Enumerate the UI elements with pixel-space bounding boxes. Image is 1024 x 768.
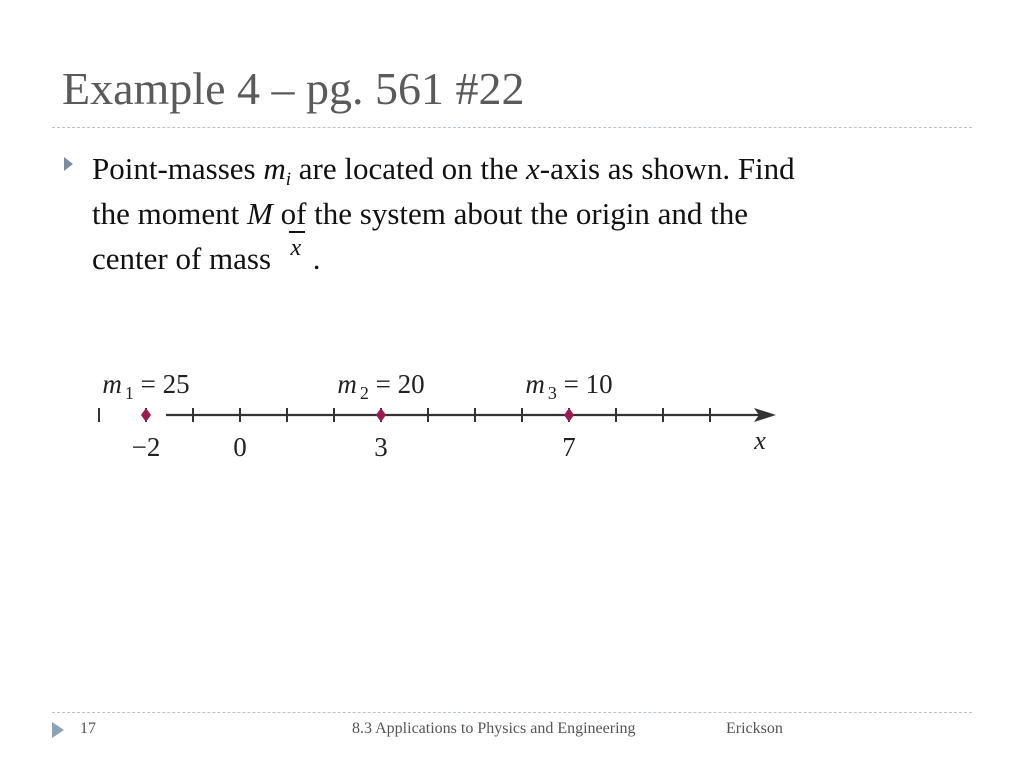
problem-line-2 — [92, 191, 972, 236]
title-divider — [52, 127, 972, 128]
mass-point — [141, 408, 151, 422]
problem-line-1 — [92, 146, 972, 191]
mass-point — [564, 408, 574, 422]
text-span: of the system about the origin and the — [272, 196, 749, 231]
var-M: M — [246, 196, 273, 231]
footer-author: Erickson — [726, 720, 783, 737]
subscript-i: i — [285, 169, 292, 190]
footer-arrow-icon — [52, 722, 64, 738]
bullet-arrow-icon — [64, 157, 73, 171]
text-span: -axis as shown. Find — [539, 151, 795, 186]
x-bar-letter: x — [290, 235, 302, 261]
axis-label: x — [754, 426, 766, 455]
mass-point — [376, 408, 386, 422]
text-span: Point-masses — [92, 151, 264, 186]
footer-divider — [52, 712, 972, 713]
slide-title: Example 4 – pg. 561 #22 — [62, 63, 525, 114]
problem-line-3 — [92, 236, 972, 281]
overbar — [289, 231, 305, 233]
mass-label: m $_3$ = 10 — [525, 369, 613, 403]
x-bar-symbol — [279, 236, 313, 260]
tick-label: 7 — [562, 432, 576, 462]
mass-label: m $_1$ = 25 — [102, 369, 190, 403]
problem-text — [92, 146, 972, 281]
text-span: the moment — [92, 196, 247, 231]
var-x: x — [526, 151, 540, 186]
number-line-figure — [102, 360, 790, 470]
tick-label: −2 — [131, 432, 161, 462]
var-m: m — [263, 151, 286, 186]
tick-label: 3 — [374, 432, 388, 462]
text-span: . — [312, 241, 321, 276]
tick-label: 0 — [233, 432, 247, 462]
mass-label: m $_2$ = 20 — [337, 369, 425, 403]
text-span: center of mass — [92, 241, 279, 276]
text-span: are located on the — [291, 151, 527, 186]
slide-number: 17 — [80, 720, 96, 737]
footer-course: 8.3 Applications to Physics and Engineering — [352, 720, 636, 737]
